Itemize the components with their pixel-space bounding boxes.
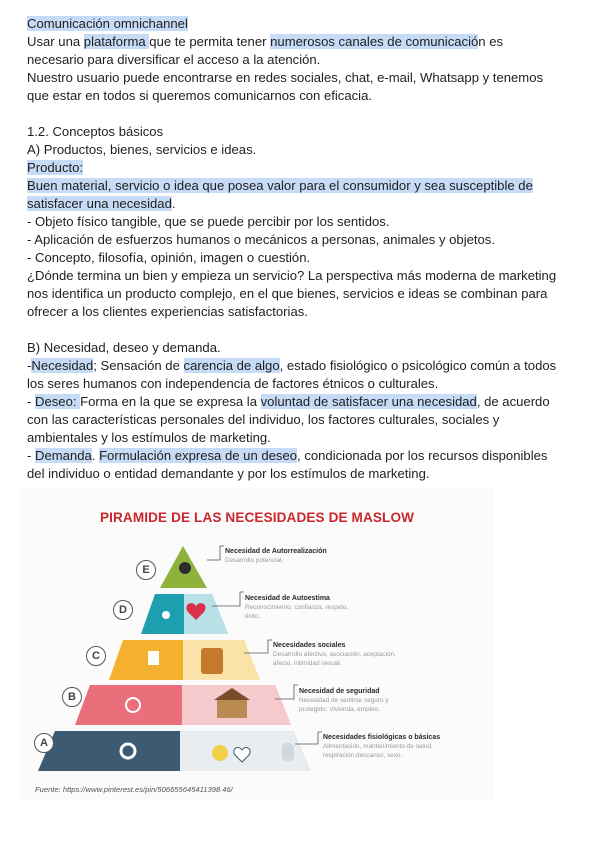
omnichannel-line-2: necesario para diversificar el acceso a la atención. bbox=[27, 52, 321, 67]
house-icon bbox=[217, 698, 247, 718]
producto-def-1: Buen material, servicio o idea que posea valor para el consumidor y sea susceptible de bbox=[27, 178, 533, 193]
eye-icon bbox=[162, 611, 170, 619]
demanda-line-1: - Demanda. Formulación expresa de un deseo, condicionada por los recursos disponibles bbox=[27, 448, 548, 463]
food-plate-icon bbox=[212, 745, 228, 761]
trophy-icon bbox=[148, 651, 159, 665]
deseo-line-3: ambientales y los estímulos de marketing. bbox=[27, 430, 271, 445]
person-figure-icon bbox=[179, 562, 191, 574]
level-c-letter: C bbox=[86, 646, 106, 666]
producto-label: Producto: bbox=[27, 160, 84, 175]
necesidad-line-1: -Necesidad; Sensación de carencia de algo, estado fisiológico o psicológico común a todos bbox=[27, 358, 557, 373]
level-d-letter: D bbox=[113, 600, 133, 620]
producto-bullet-2: - Aplicación de esfuerzos humanos o mecánicos a personas, animales y objetos. bbox=[27, 232, 495, 247]
level-a-title: Necesidades fisiológicas o básicas bbox=[323, 734, 441, 741]
level-d-description: Reconocimiento, confianza, respeto, éxito. bbox=[245, 604, 349, 620]
producto-para-3: ofrecer a los clientes experiencias satisfactorias. bbox=[27, 304, 308, 319]
level-a-letter: A bbox=[34, 733, 54, 753]
concepts-sub-a: A) Productos, bienes, servicios e ideas. bbox=[27, 142, 257, 157]
level-e-title: Necesidad de Autorrealización bbox=[225, 548, 327, 555]
document-text bbox=[27, 15, 575, 483]
figure-source: Fuente: https://www.pinterest.es/pin/506655645411398 46/ bbox=[35, 785, 233, 794]
level-e-description: Desarrollo potencial. bbox=[225, 557, 284, 564]
producto-def-2: satisfacer una necesidad. bbox=[27, 196, 176, 211]
needs-heading: B) Necesidad, deseo y demanda. bbox=[27, 340, 221, 355]
omnichannel-line-1: Usar una plataforma que te permita tener numerosos canales de comunicación es bbox=[27, 34, 504, 49]
producto-bullet-3: - Concepto, filosofía, opinión, imagen o cuestión. bbox=[27, 250, 311, 265]
concepts-heading: 1.2. Conceptos básicos bbox=[27, 124, 164, 139]
level-c-title: Necesidades sociales bbox=[273, 642, 346, 649]
necesidad-line-2: los seres humanos con independencia de factores étnicos o culturales. bbox=[27, 376, 439, 391]
couple-photo-icon bbox=[201, 648, 223, 674]
level-b-description: Necesidad de sentirse seguro y protegido: Vivienda, empleo. bbox=[299, 697, 389, 713]
figure-title: PIRAMIDE DE LAS NECESIDADES DE MASLOW bbox=[99, 510, 415, 525]
level-b-title: Necesidad de seguridad bbox=[299, 688, 380, 695]
producto-bullet-1: - Objeto físico tangible, que se puede percibir por los sentidos. bbox=[27, 214, 390, 229]
producto-para-2: nos identifica un producto complejo, en el que bienes, servicios e ideas se combinan para bbox=[27, 286, 548, 301]
demanda-line-2: del individuo o entidad demandante y por los estímulos de marketing. bbox=[27, 466, 430, 481]
connector-d bbox=[212, 592, 244, 606]
connector-e bbox=[207, 546, 224, 560]
deseo-line-1: - Deseo: Forma en la que se expresa la voluntad de satisfacer una necesidad, de acuerdo bbox=[27, 394, 550, 409]
connector-a bbox=[295, 732, 322, 744]
level-c-description: Desarrollo afectivo, asociación, aceptación, afecto, intimidad sexual. bbox=[273, 651, 396, 667]
lungs-icon bbox=[282, 743, 294, 761]
omnichannel-line-3: Nuestro usuario puede encontrarse en redes sociales, chat, e-mail, Whatsapp y tenemos bbox=[27, 70, 544, 85]
level-b-letter: B bbox=[62, 687, 82, 707]
level-a-description: Alimentación, mantenimiento de salud, respiración,descanso, sexo. bbox=[323, 743, 433, 759]
omnichannel-heading: Comunicación omnichannel bbox=[27, 16, 188, 31]
maslow-pyramid-figure bbox=[20, 488, 494, 801]
level-d-title: Necesidad de Autoestima bbox=[245, 595, 330, 602]
level-e-letter: E bbox=[136, 560, 156, 580]
omnichannel-line-4: que estar en todos si queremos comunicarnos con eficacia. bbox=[27, 88, 372, 103]
producto-para-1: ¿Dónde termina un bien y empieza un servicio? La perspectiva más moderna de marketing bbox=[27, 268, 557, 283]
deseo-line-2: con las características personales del individuo, los factores culturales, sociales y bbox=[27, 412, 500, 427]
